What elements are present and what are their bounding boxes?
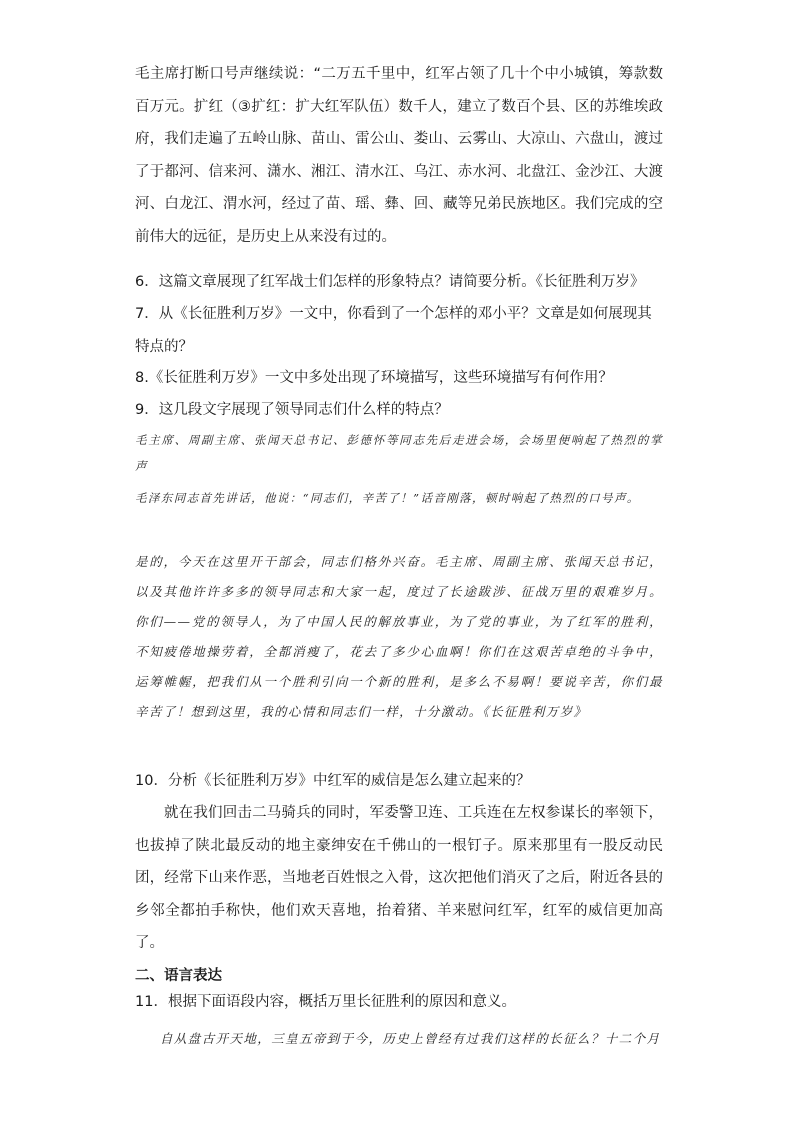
q11-passage: 自从盘古开天地，三皇五帝到于今，历史上曾经有过我们这样的长征么？十二个月 xyxy=(160,1031,661,1046)
question-9: 9．这几段文字展现了领导同志们什么样的特点？ xyxy=(135,402,449,418)
q9-passage-paragraph-1: 毛主席、周副主席、张闻天总书记、彭德怀等同志先后走进会场，会场里便响起了热烈的掌声 xyxy=(135,433,663,473)
q9-passage-paragraph-3: 是的，今天在这里开干部会，同志们格外兴奋。毛主席、周副主席、张闻天总书记，以及其他许许多多的领导同志和大家一起，度过了长途跋涉、征战万里的艰难岁月。你们——党的领导人，为了中国人民的解放事业，为了党的事业，为了红军的胜利，不知疲倦地操劳着，全都消瘦了，花去了多少心血啊！你们在这艰苦卓绝的斗争中，运筹帷幄，把我们从一个胜利引向一个新的胜利，是多么不易啊！要说辛苦，你们最辛苦了！想到这里，我的心情和同志们一样，十分激动。《长征胜利万岁》 xyxy=(135,554,663,719)
q10-passage: 就在我们回击二马骑兵的同时，军委警卫连、工兵连在左权参谋长的率领下，也拔掉了陕北最反动的地主豪绅安在千佛山的一根钉子。原来那里有一股反动民团，经常下山来作恶，当地老百姓恨之入骨，这次把他们消灭了之后，附近各县的乡邻全都拍手称快，他们欢天喜地，抬着猪、羊来慰问红军，红军的威信更加高了。 xyxy=(135,805,663,951)
section-heading: 二、语言表达 xyxy=(135,968,222,984)
question-11: 11．根据下面语段内容，概括万里长征胜利的原因和意义。 xyxy=(135,994,516,1010)
question-6: 6．这篇文章展现了红军战士们怎样的形象特点？请简要分析。《长征胜利万岁》 xyxy=(135,274,645,290)
q9-passage-paragraph-2: 毛泽东同志首先讲话，他说：“同志们，辛苦了！”话音刚落，顿时响起了热烈的口号声。 xyxy=(135,491,640,505)
passage-intro: 毛主席打断口号声继续说：“二万五千里中，红军占领了几十个中小城镇，筹款数百万元。扩红（③扩红：扩大红军队伍）数千人，建立了数百个县、区的苏维埃政府，我们走遍了五岭山脉、苗山、雷公山、娄山、云雾山、大凉山、六盘山，渡过了于都河、信来河、潇水、湘江、清水江、乌江、赤水河、北盘江、金沙江、大渡河、白龙江、渭水河，经过了苗、瑶、彝、回、藏等兄弟民族地区。我们完成的空前伟大的远征，是历史上从来没有过的。 xyxy=(135,66,663,245)
question-10: 10．分析《长征胜利万岁》中红军的威信是怎么建立起来的？ xyxy=(135,773,531,789)
question-8: 8.《长征胜利万岁》一文中多处出现了环境描写，这些环境描写有何作用？ xyxy=(135,370,613,386)
question-7: 7．从《长征胜利万岁》一文中，你看到了一个怎样的邓小平？文章是如何展现其特点的？ xyxy=(135,306,652,355)
